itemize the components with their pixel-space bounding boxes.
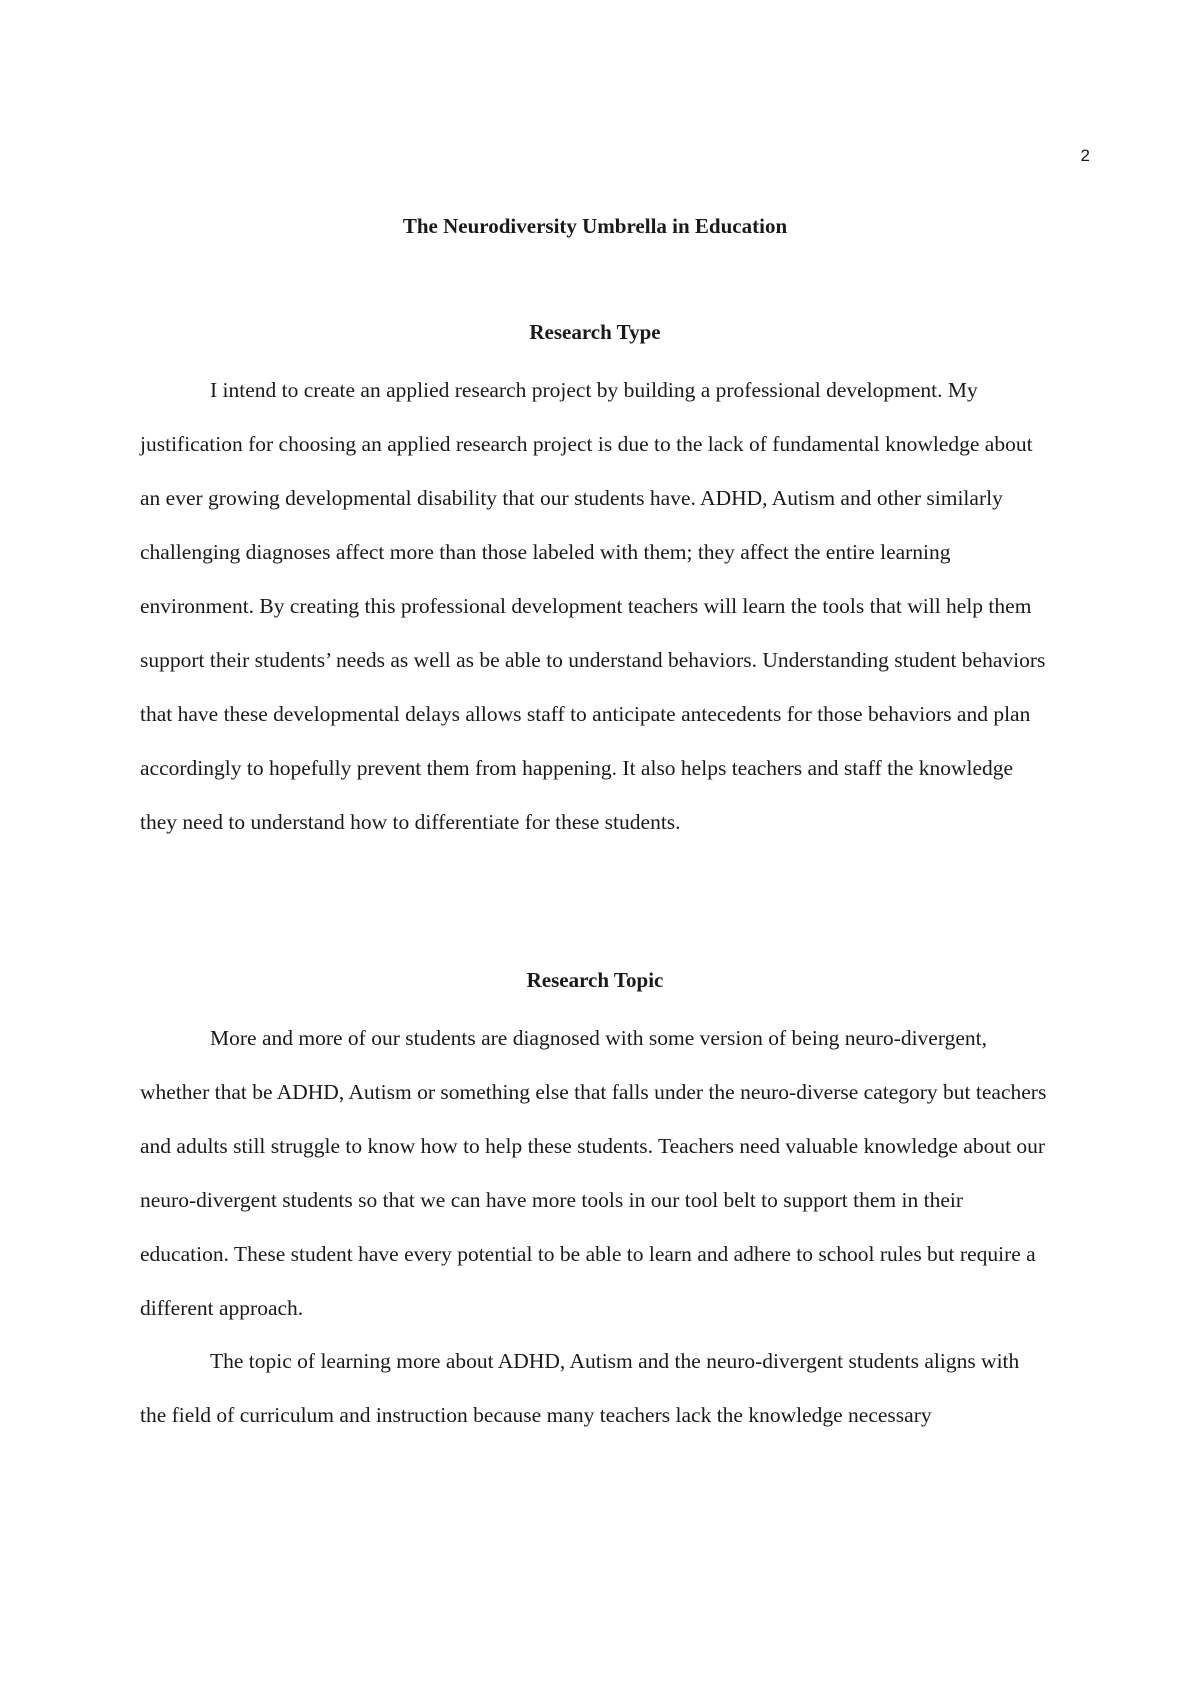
research-topic-paragraph-1: More and more of our students are diagnosed with some version of being neuro-divergent, whether that be ADHD, Autism or something else that falls under the neuro-diverse category but teachers and adults still struggle to know how to help these students. Teachers need valuable knowledge about our neuro-divergent students so that we can have more tools in our tool belt to support them in their education. These student have every potential to be able to learn and adhere to school rules but require a different approach.: [140, 1026, 1047, 1320]
page-number: 2: [1080, 146, 1090, 165]
section-heading-research-type: Research Type: [529, 320, 661, 344]
section-heading-research-topic: Research Topic: [526, 968, 664, 992]
research-type-paragraph: I intend to create an applied research project by building a professional development. My justification for choosing an applied research project is due to the lack of fundamental knowledge about an ever growing developmental disability that our students have. ADHD, Autism and other similarly challenging diagnoses affect more than those labeled with them; they affect the entire learning environment. By creating this professional development teachers will learn the tools that will help them support their students’ needs as well as be able to understand behaviors. Understanding student behaviors that have these developmental delays allows staff to anticipate antecedents for those behaviors and plan accordingly to hopefully prevent them from happening. It also helps teachers and staff the knowledge they need to understand how to differentiate for these students.: [140, 378, 1046, 834]
research-topic-paragraph-2: The topic of learning more about ADHD, Autism and the neuro-divergent students aligns with the field of curriculum and instruction because many teachers lack the knowledge necessary: [140, 1349, 1020, 1427]
document-title: The Neurodiversity Umbrella in Education: [402, 214, 788, 238]
